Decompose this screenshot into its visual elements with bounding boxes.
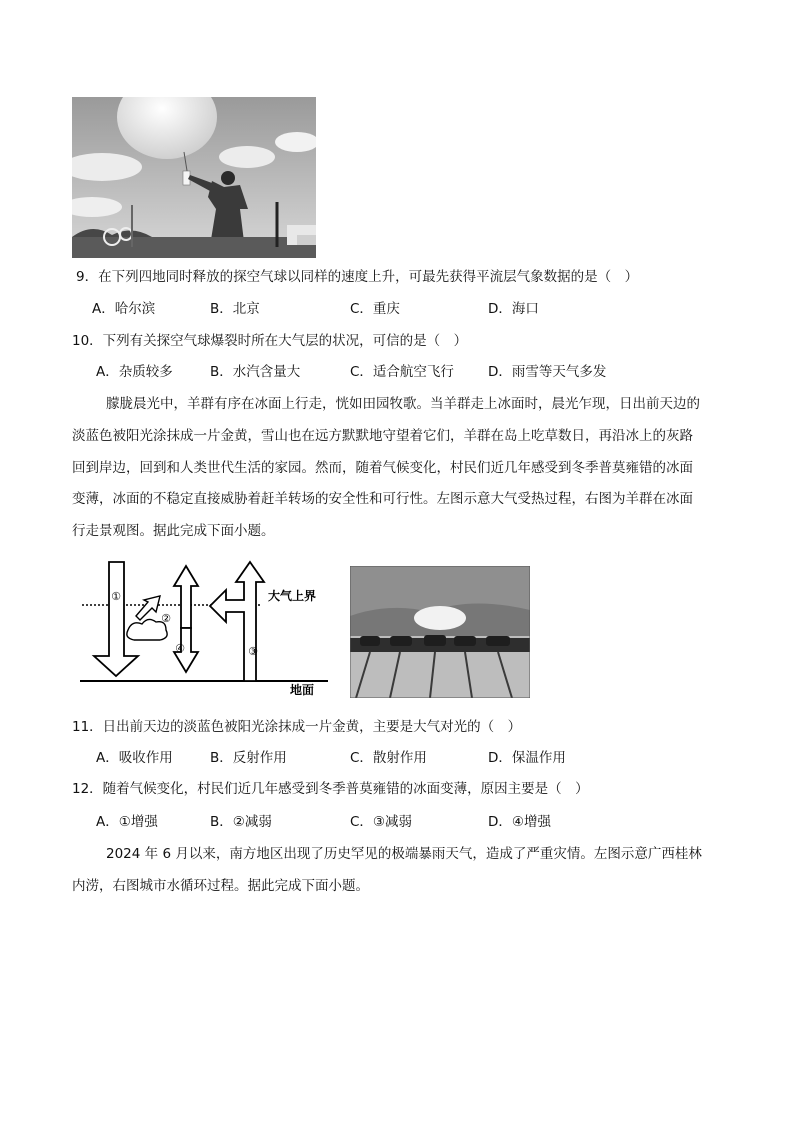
marker-1: ① [111,590,121,603]
sheep-on-ice-photo [350,566,530,698]
q10-option-d: D．雨雪等天气多发 [488,364,607,380]
balloon-photo [72,97,316,258]
q9-option-b: B．北京 [210,301,260,317]
q10-option-c: C．适合航空飞行 [350,364,454,380]
top-of-atmosphere-label: 大气上界 [268,589,317,603]
q11-option-a: A．吸收作用 [96,750,173,766]
question-9-stem: 9．在下列四地同时释放的探空气球以同样的速度上升，可最先获得平流层气象数据的是（ ） [76,269,639,285]
question-10-stem: 10．下列有关探空气球爆裂时所在大气层的状况，可信的是（ ） [72,333,468,349]
passage-1-line-5: 行走景观图。据此完成下面小题。 [72,523,275,539]
q11-option-b: B．反射作用 [210,750,287,766]
q12-option-d: D．④增强 [488,814,551,830]
q11-option-d: D．保温作用 [488,750,566,766]
q12-option-b: B．②减弱 [210,814,272,830]
question-11-stem: 11．日出前天边的淡蓝色被阳光涂抹成一片金黄，主要是大气对光的（ ） [72,719,522,735]
q11-option-c: C．散射作用 [350,750,427,766]
atmosphere-heating-diagram [80,558,340,698]
marker-4: ④ [175,642,185,655]
q10-option-b: B．水汽含量大 [210,364,301,380]
q9-option-a: A．哈尔滨 [92,301,156,317]
marker-3: ③ [248,645,258,658]
q12-option-a: A．①增强 [96,814,158,830]
q9-option-c: C．重庆 [350,301,400,317]
passage-1-line-4: 变薄，冰面的不稳定直接威胁着赶羊转场的安全性和可行性。左图示意大气受热过程，右图为羊群在冰面 [72,491,693,507]
ground-label: 地面 [290,683,315,697]
q12-option-c: C．③减弱 [350,814,413,830]
marker-2: ② [161,612,171,625]
passage-1-line-1: 朦胧晨光中，羊群有序在冰面上行走，恍如田园牧歌。当羊群走上冰面时，晨光乍现，日出前天边的 [106,396,700,412]
q9-option-d: D．海口 [488,301,539,317]
question-12-stem: 12．随着气候变化，村民们近几年感受到冬季普莫雍错的冰面变薄，原因主要是（ ） [72,781,589,797]
q10-option-a: A．杂质较多 [96,364,173,380]
passage-1-line-3: 回到岸边，回到和人类世代生活的家园。然而，随着气候变化，村民们近几年感受到冬季普莫雍错的冰面 [72,460,693,476]
passage-2-line-2: 内涝，右图城市水循环过程。据此完成下面小题。 [72,878,369,894]
passage-1-line-2: 淡蓝色被阳光涂抹成一片金黄，雪山也在远方默默地守望着它们，羊群在岛上吃草数日，再沿冰上的灰路 [72,428,693,444]
passage-2-line-1: 2024 年 6 月以来，南方地区出现了历史罕见的极端暴雨天气，造成了严重灾情。左图示意广西桂林 [106,846,702,862]
